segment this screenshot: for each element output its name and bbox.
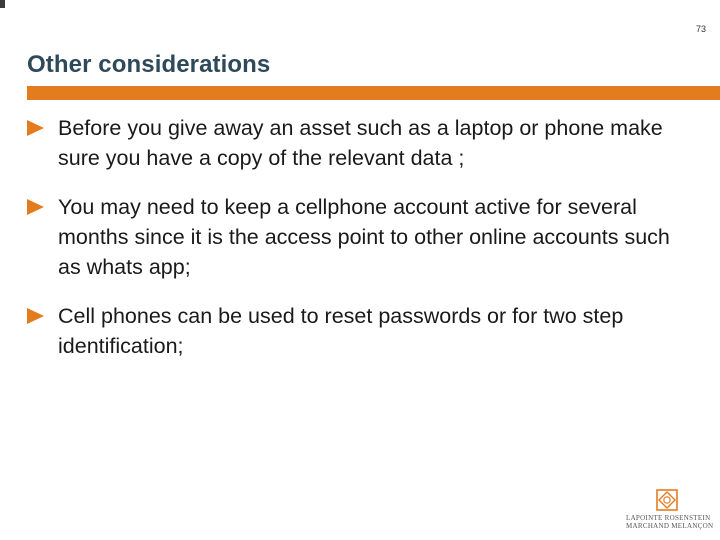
corner-mark [0,0,5,8]
arrow-bullet-icon [27,120,44,136]
list-item [27,192,697,282]
bullet-list [27,113,697,380]
logo-text-line-2: MARCHAND MELANÇON [626,522,714,530]
page-title: Other considerations [27,51,271,78]
list-item [27,301,697,361]
page-number: 73 [695,24,706,34]
bullet-text: Cell phones can be used to reset passwords or for two step identification; [58,304,624,358]
diamond-knot-icon [656,489,678,511]
title-underline-bar [27,86,720,100]
arrow-bullet-icon [27,308,44,324]
arrow-bullet-icon [27,199,44,215]
firm-logo [626,489,714,531]
bullet-text: You may need to keep a cellphone account active for several months since it is the access point to other online accounts such as whats app; [58,195,670,279]
logo-text-line-1: LAPOINTE ROSENSTEIN [626,514,711,522]
bullet-text: Before you give away an asset such as a laptop or phone make sure you have a copy of the relevant data ; [58,116,663,170]
list-item [27,113,697,173]
